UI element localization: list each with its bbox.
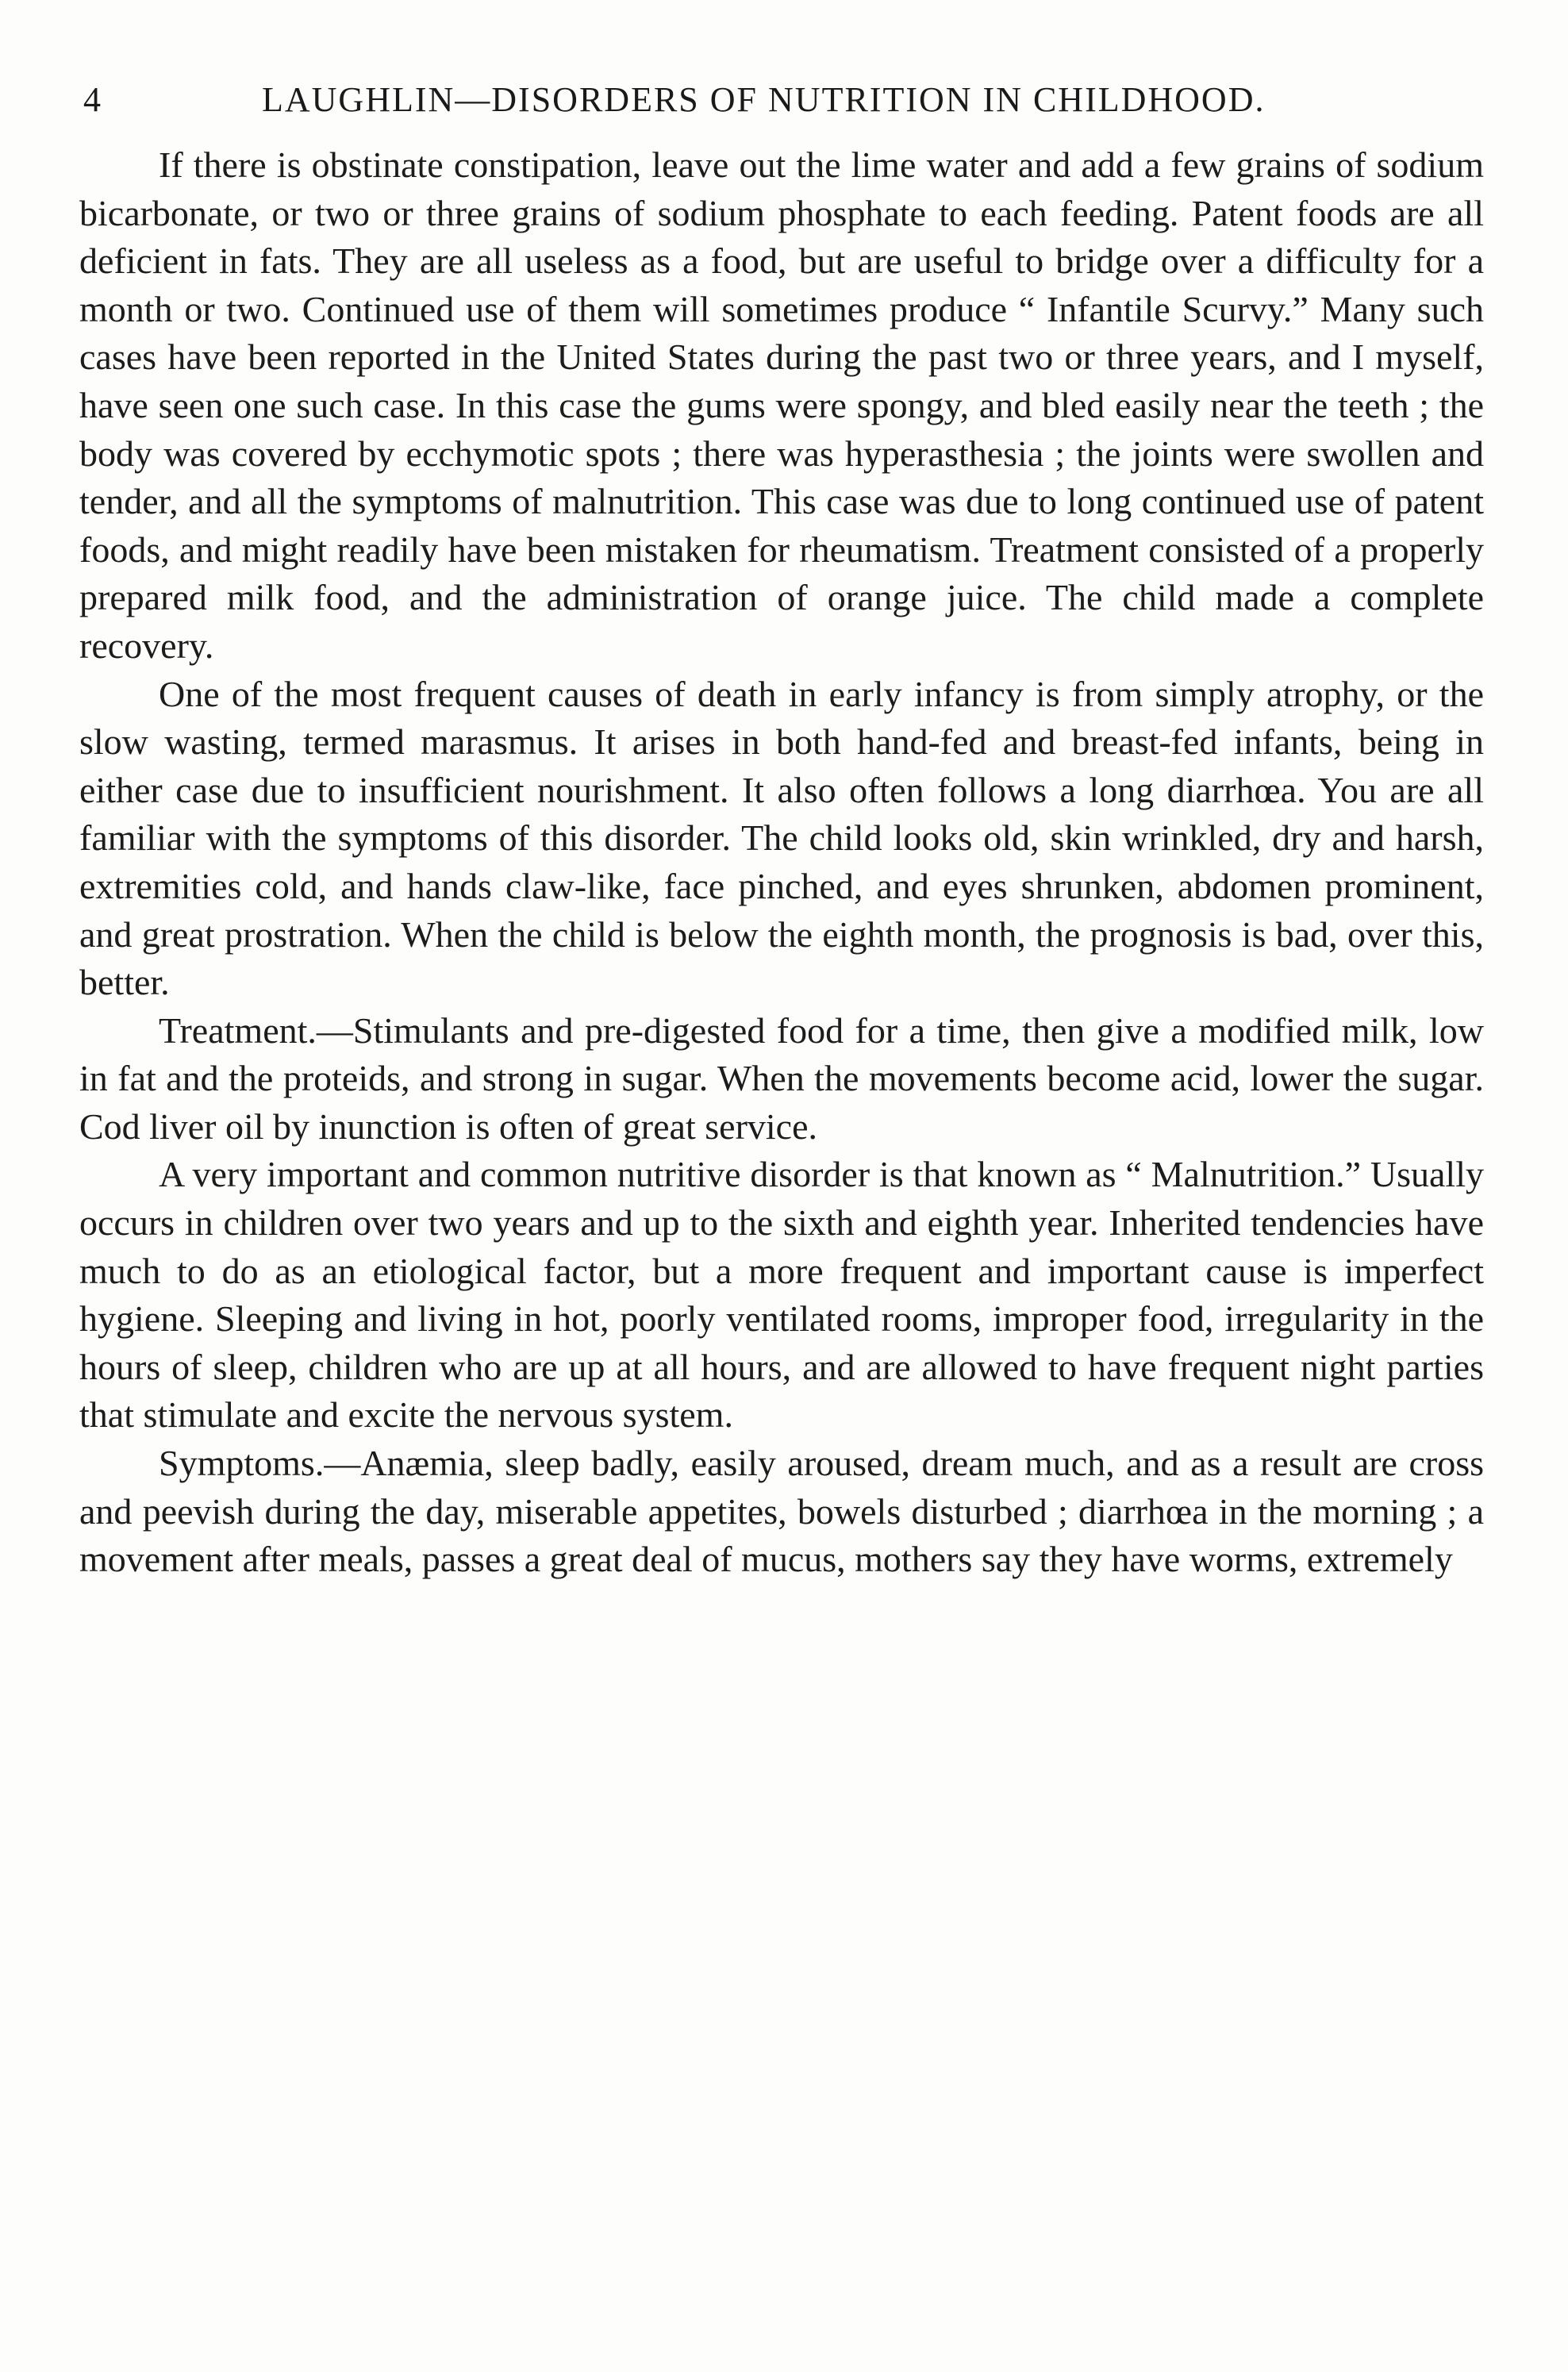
paragraph-treatment: Treatment.—Stimulants and pre-digested food for a time, then give a modified milk, low in fat and the proteids, and strong in sugar. When the movements become acid, lower the sugar. Cod liver oil by inunction is often of great service. bbox=[79, 1009, 1484, 1147]
running-head: LAUGHLIN—DISORDERS OF NUTRITION IN CHILDHOOD. bbox=[262, 80, 1266, 119]
page-header bbox=[0, 79, 1568, 127]
page-number: 4 bbox=[83, 80, 102, 119]
paragraph-constipation: If there is obstinate constipation, leave out the lime water and add a few grains of sodium bicarbonate, or two or three grains of sodium phosphate to each feeding. Patent foods are all deficient in fats. They are all useless as a food, but are useful to bridge over a difficulty for a month or two. Continued use of them will sometimes produce “ Infantile Scurvy.” Many such cases have been reported in the United States during the past two or three years, and I myself, have seen one such case. In this case the gums were spongy, and bled easily near the teeth ; the body was covered by ecchymotic spots ; there was hyperasthesia ; the joints were swollen and tender, and all the symptoms of malnutrition. This case was due to long continued use of patent foods, and might readily have been mistaken for rheumatism. Treatment consisted of a properly prepared milk food, and the administration of orange juice. The child made a complete recovery. bbox=[79, 144, 1484, 666]
paragraph-marasmus: One of the most frequent causes of death in early infancy is from simply atrophy, or the slow wasting, termed marasmus. It arises in both hand-fed and breast-fed infants, being in either case due to insufficient nourishment. It also often follows a long diarrhœa. You are all familiar with the symptoms of this disorder. The child looks old, skin wrinkled, dry and harsh, extremities cold, and hands claw-like, face pinched, and eyes shrunken, abdomen prominent, and great prostration. When the child is below the eighth month, the prognosis is bad, over this, better. bbox=[79, 673, 1484, 1003]
paragraph-malnutrition: A very important and common nutritive disorder is that known as “ Malnutrition.” Usually occurs in children over two years and up to the sixth and eighth year. Inherited tendencies have much to do as an etiological factor, but a more frequent and important cause is imperfect hygiene. Sleeping and living in hot, poorly ventilated rooms, improper food, irregularity in the hours of sleep, children who are up at all hours, and are allowed to have frequent night parties that stimulate and excite the nervous system. bbox=[79, 1154, 1484, 1436]
paragraph-symptoms: Symptoms.—Anæmia, sleep badly, easily aroused, dream much, and as a result are cross and peevish during the day, miserable appetites, bowels disturbed ; diarrhœa in the morning ; a movement after meals, passes a great deal of mucus, mothers say they have worms, extremely bbox=[79, 1443, 1484, 1580]
body-text bbox=[79, 141, 1484, 1584]
